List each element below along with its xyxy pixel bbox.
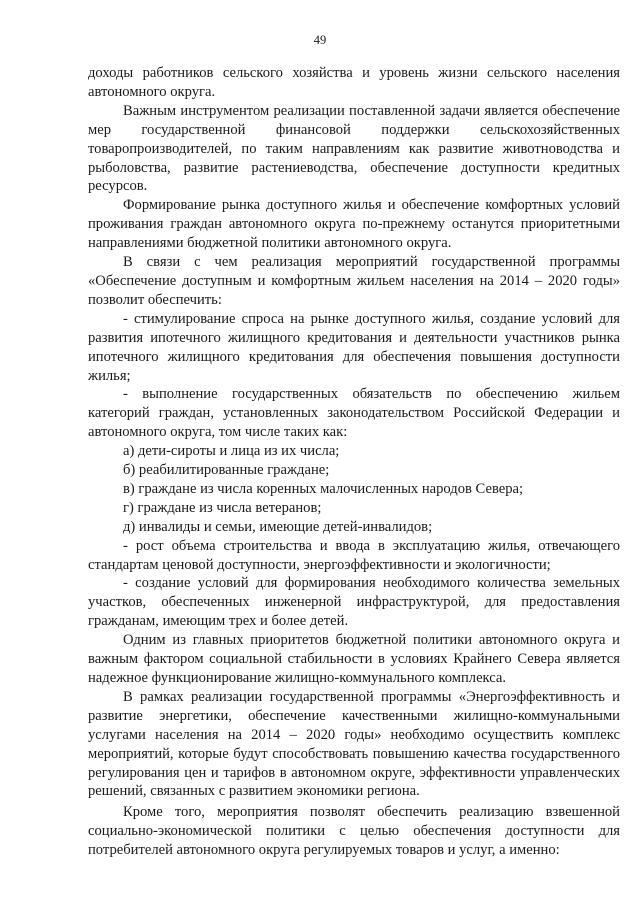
- paragraph: В связи с чем реализация мероприятий государственной программы «Обеспечение доступным и комфортным жильем населения на 2014 – 2020 годы» позволит обеспечить:: [88, 254, 620, 308]
- document-body: [88, 64, 620, 860]
- paragraph: доходы работников сельского хозяйства и уровень жизни сельского населения автономного округа.: [88, 65, 620, 100]
- sub-list-item: б) реабилитированные граждане;: [123, 462, 330, 479]
- sub-list-item: г) граждане из числа ветеранов;: [123, 499, 322, 516]
- paragraph: Одним из главных приоритетов бюджетной политики автономного округа и важным фактором социальной стабильности в условиях Крайнего Севера является надежное функционирование жилищно-коммунального комплекса.: [88, 632, 620, 686]
- sub-list-item: д) инвалиды и семьи, имеющие детей-инвалидов;: [123, 518, 433, 535]
- list-item: - стимулирование спроса на рынке доступного жилья, создание условий для развития ипотечного жилищного кредитования и деятельности участников рынка ипотечного жилищного кредитования для обеспечения повышения доступности жилья;: [88, 310, 620, 384]
- list-item: - рост объема строительства и ввода в эксплуатацию жилья, отвечающего стандартам ценовой доступности, энергоэффективности и экологичности;: [88, 537, 620, 573]
- paragraph: Важным инструментом реализации поставленной задачи является обеспечение мер государственной финансовой поддержки сельскохозяйственных товаропроизводителей, по таким направлениям как развитие животноводства и рыболовства, развитие растениеводства, обеспечение доступности кредитных ресурсов.: [88, 102, 620, 195]
- paragraph: Формирование рынка доступного жилья и обеспечение комфортных условий проживания граждан автономного округа по-прежнему останутся приоритетными направлениями бюджетной политики автономного округа.: [88, 197, 620, 252]
- sub-list-item: в) граждане из числа коренных малочисленных народов Севера;: [123, 480, 524, 497]
- sub-list-item: а) дети-сироты и лица из их числа;: [123, 443, 340, 460]
- list-item: - выполнение государственных обязательств по обеспечению жильем категорий граждан, установленных законодательством Российской Федерации и автономного округа, том числе таких как:: [88, 386, 620, 441]
- paragraph: Кроме того, мероприятия позволят обеспечить реализацию взвешенной социально-экономической политики с целью обеспечения доступности для потребителей автономного округа регулируемых товаров и услуг, а именно:: [88, 804, 620, 859]
- list-item: - создание условий для формирования необходимого количества земельных участков, обеспеченных инженерной инфраструктурой, для предоставления гражданам, имеющим трех и более детей.: [88, 575, 620, 630]
- page-number: 49: [313, 33, 327, 47]
- paragraph: В рамках реализации государственной программы «Энергоэффективность и развитие энергетики, обеспечение качественными жилищно-коммунальными услугами населения на 2014 – 2020 годы» необходимо осуществить комплекс мероприятий, которые будут способствовать повышению качества государственного регулирования цен и тарифов в автономном округе, эффективности управленческих решений, связанных с развитием экономики региона.: [88, 688, 620, 800]
